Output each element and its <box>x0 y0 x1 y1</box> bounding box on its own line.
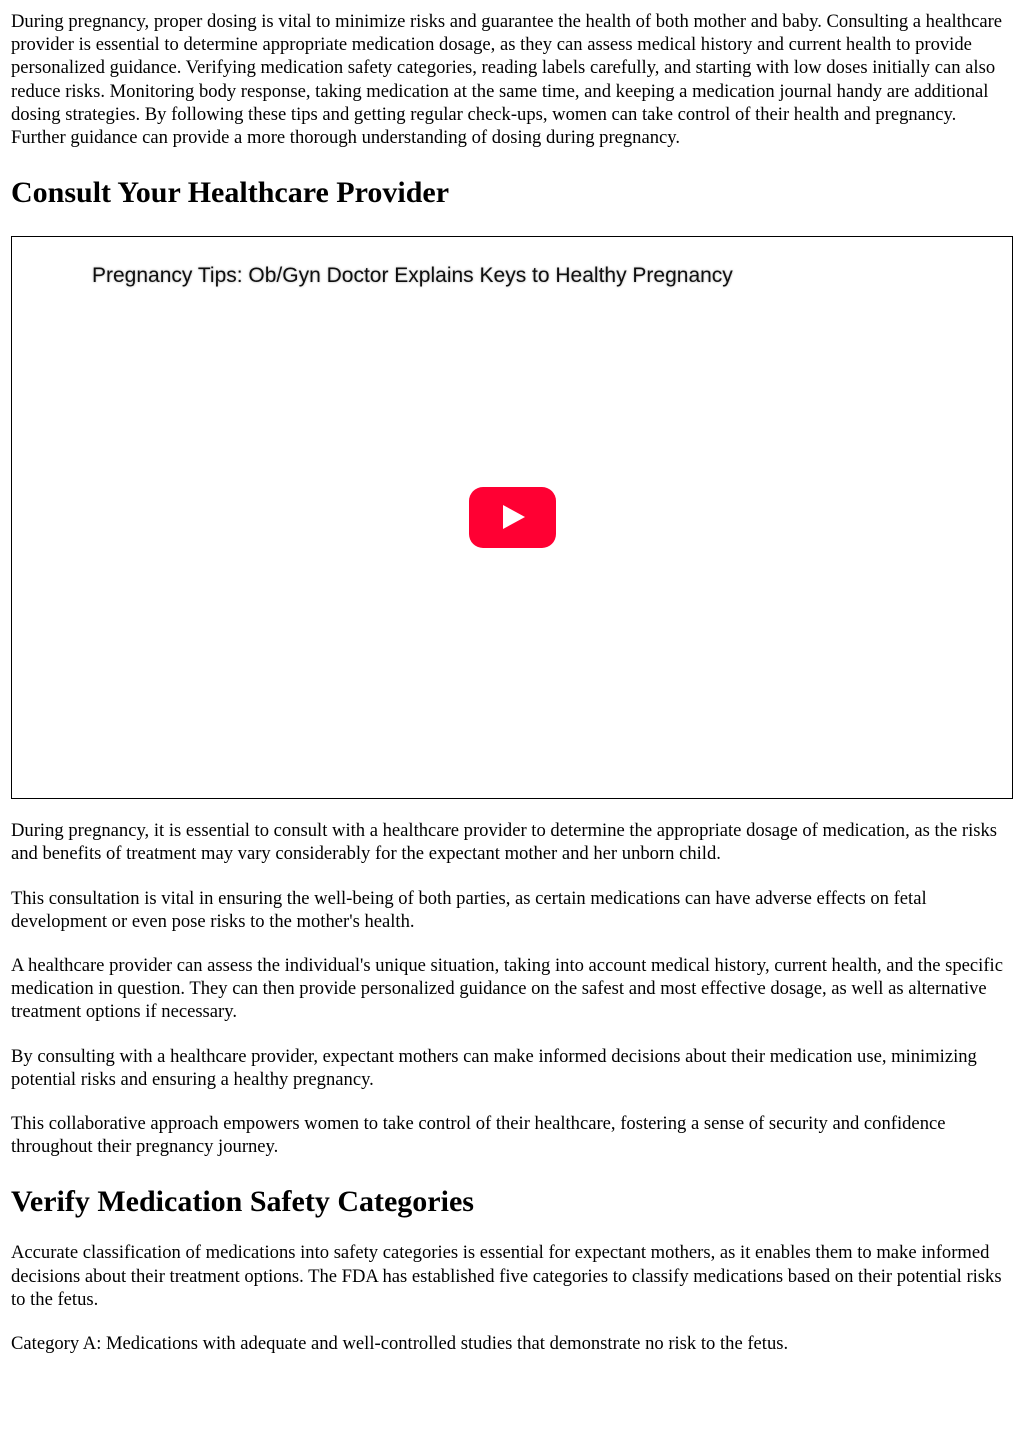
section-heading-verify: Verify Medication Safety Categories <box>11 1185 474 1219</box>
paragraph: Accurate classification of medications into safety categories is essential for expectant mothers, as it enables them to make informed decisions about their treatment options. The FDA has established five categories to classify medications based on their potential risks to the fetus. <box>11 1242 1002 1310</box>
intro-paragraph: During pregnancy, proper dosing is vital to minimize risks and guarantee the health of both mother and baby. Consulting a healthcare provider is essential to determine appropriate medication dosage, as they can assess medical history and current health to provide personalized guidance. Verifying medication safety categories, reading labels carefully, and starting with low doses initially can also reduce risks. Monitoring body response, taking medication at the same time, and keeping a medication journal handy are additional dosing strategies. By following these tips and getting regular check-ups, women can take control of their health and pregnancy. Further guidance can provide a more thorough understanding of dosing during pregnancy. <box>11 11 1003 149</box>
play-icon <box>503 505 525 529</box>
youtube-play-button[interactable] <box>469 487 556 548</box>
paragraph: A healthcare provider can assess the individual's unique situation, taking into account medical history, current health, and the specific medication in question. They can then provide personalized guidance on the safest and most effective dosage, as well as alternative treatment options if necessary. <box>11 955 1003 1023</box>
section-heading-consult: Consult Your Healthcare Provider <box>11 176 450 210</box>
video-embed[interactable] <box>11 236 1013 799</box>
paragraph: During pregnancy, it is essential to consult with a healthcare provider to determine the appropriate dosage of medication, as the risks and benefits of treatment may vary considerably for the expectant mother and her unborn child. <box>11 820 998 865</box>
article <box>0 10 1024 1355</box>
paragraph: This collaborative approach empowers women to take control of their healthcare, fostering a sense of security and confidence throughout their pregnancy journey. <box>11 1113 946 1158</box>
paragraph: This consultation is vital in ensuring the well-being of both parties, as certain medications can have adverse effects on fetal development or even pose risks to the mother's health. <box>11 887 927 932</box>
paragraph: By consulting with a healthcare provider, expectant mothers can make informed decisions about their medication use, minimizing potential risks and ensuring a healthy pregnancy. <box>11 1045 977 1090</box>
paragraph: Category A: Medications with adequate and well-controlled studies that demonstrate no risk to the fetus. <box>11 1333 789 1355</box>
video-title[interactable]: Pregnancy Tips: Ob/Gyn Doctor Explains Keys to Healthy Pregnancy <box>92 264 733 288</box>
